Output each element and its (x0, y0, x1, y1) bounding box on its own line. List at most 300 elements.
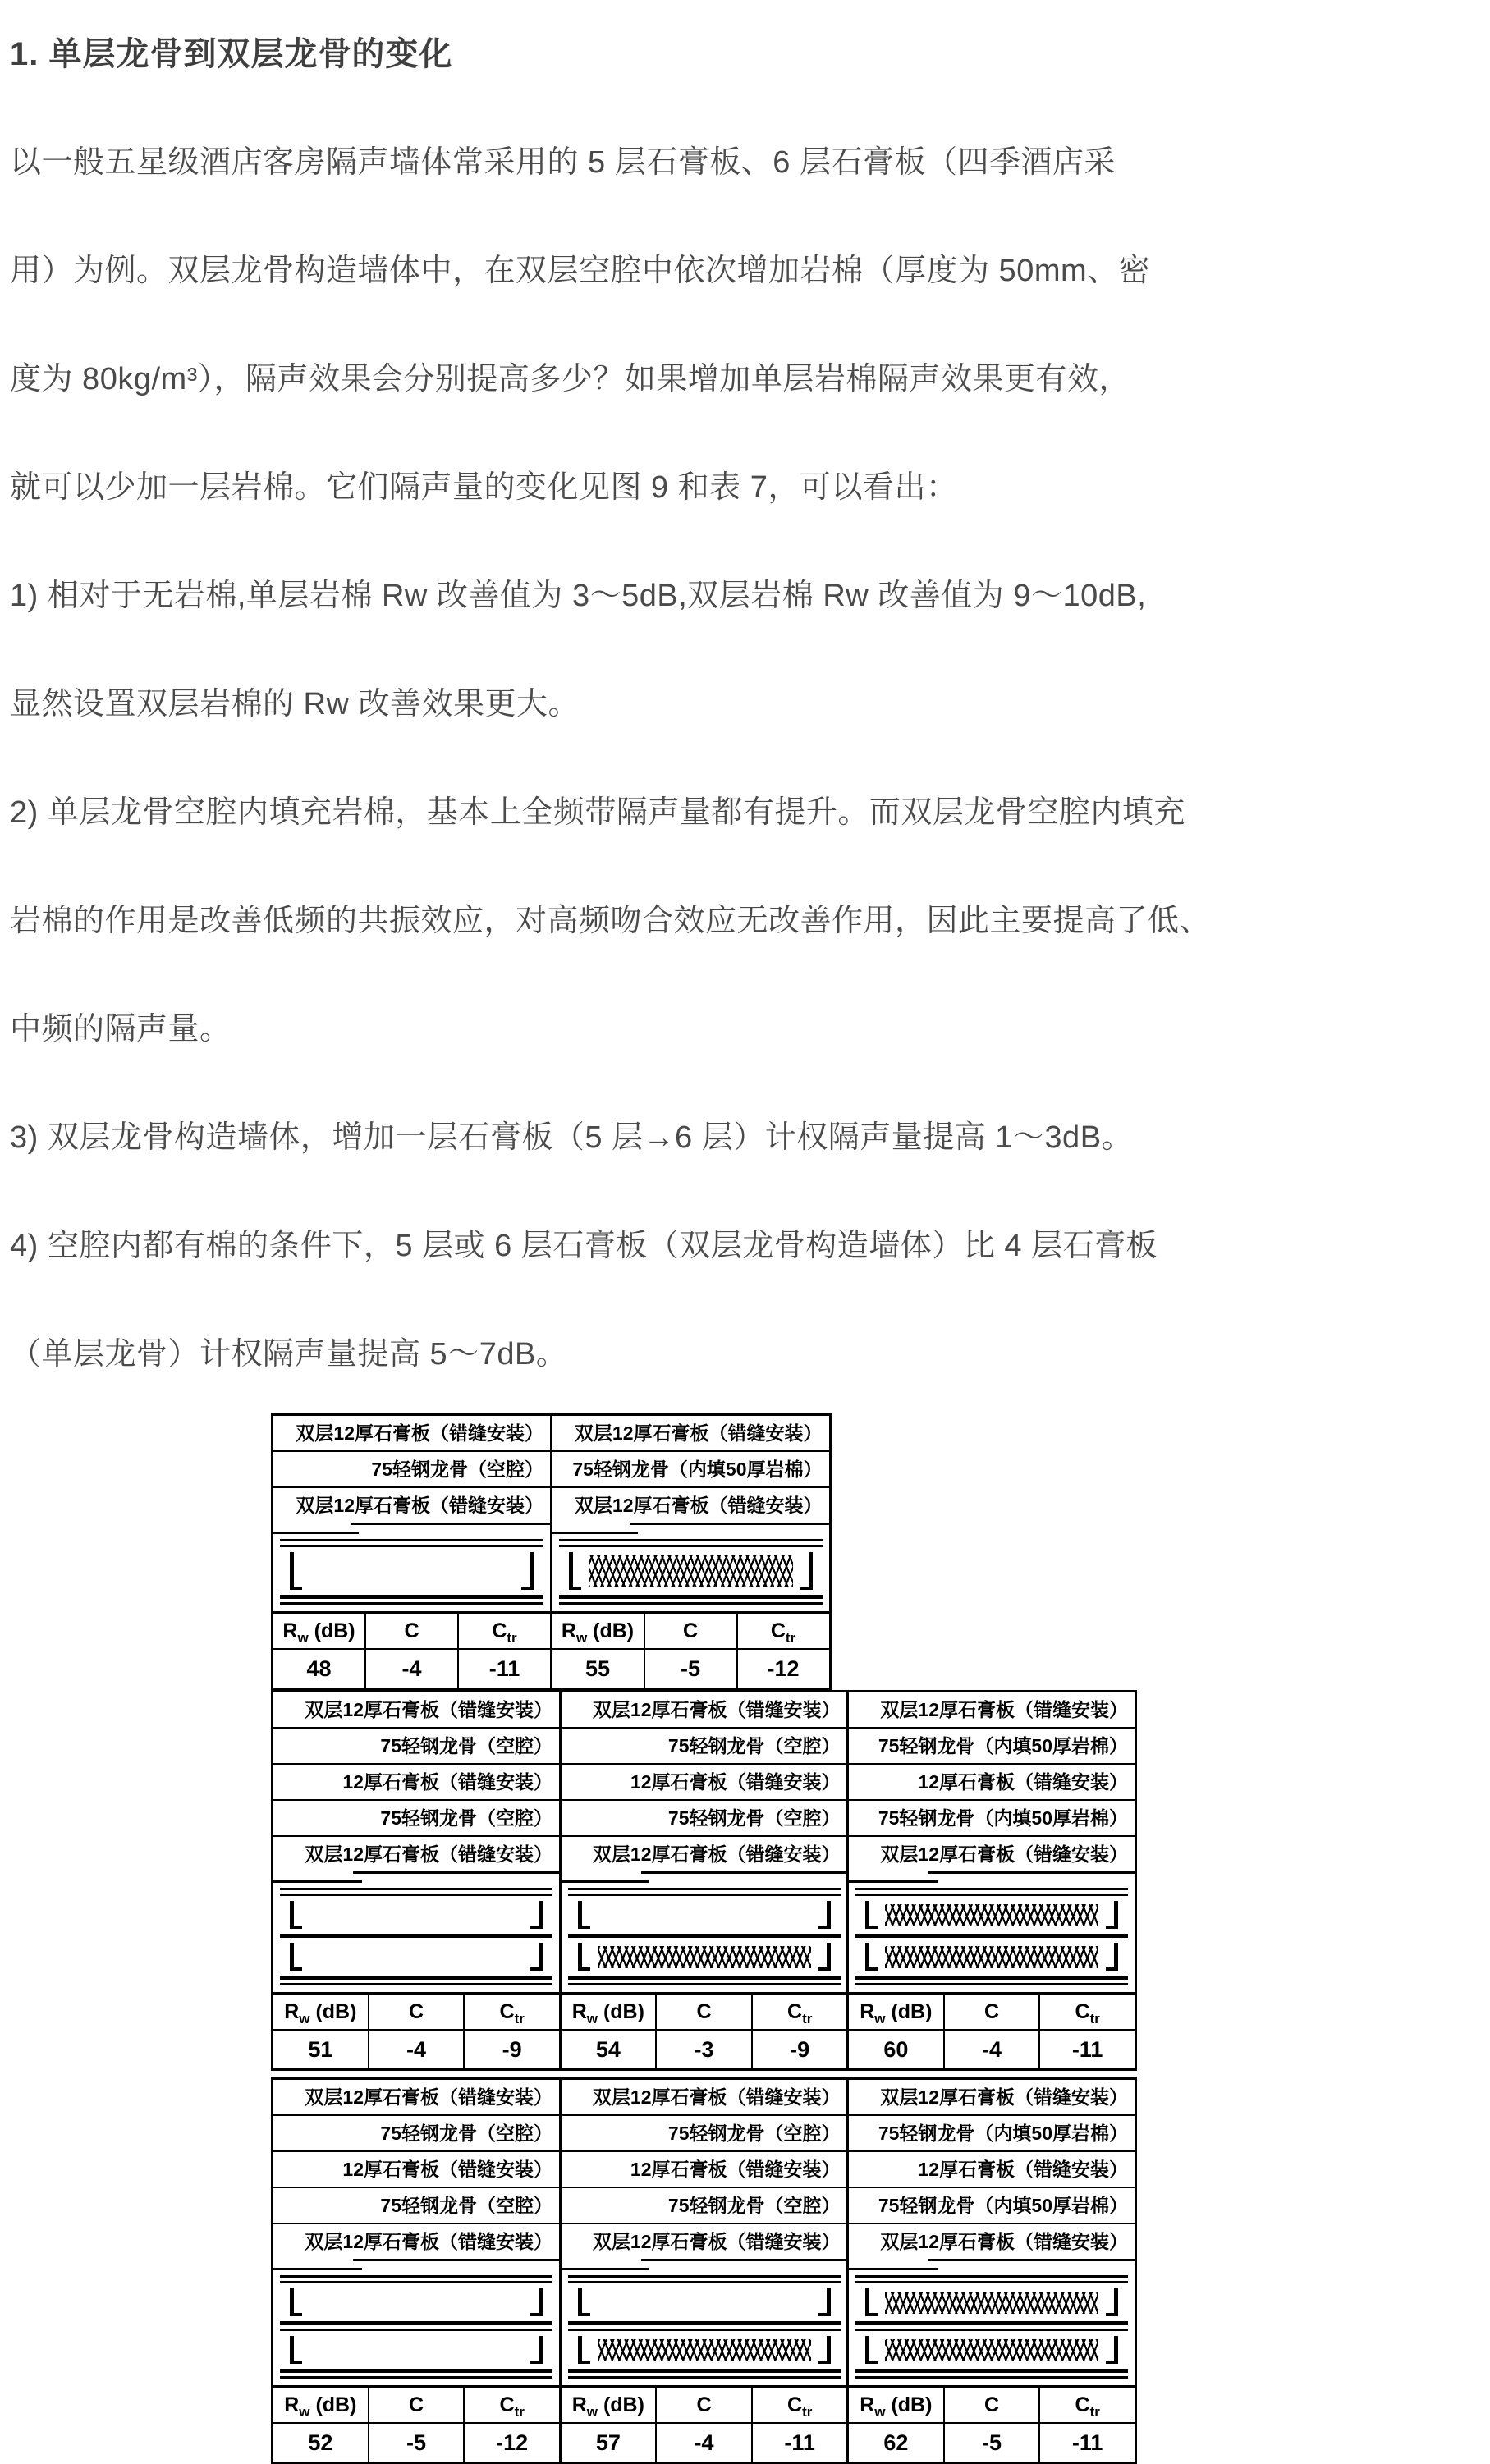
header-subscript: tr (514, 2011, 525, 2027)
layer-label: 12厚石膏板（错缝安装） (273, 1765, 559, 1801)
stud-cavity (857, 1941, 1126, 1972)
gypsum-layer (568, 2275, 841, 2278)
paragraph-line: 显然设置双层岩棉的 Rw 改善效果更大。 (10, 687, 580, 721)
wall-panel (846, 2077, 1137, 2464)
wall-cross-section (273, 2270, 559, 2385)
gypsum-layer (855, 1976, 1128, 1980)
page-title: 1. 单层龙骨到双层龙骨的变化 (10, 36, 453, 72)
gypsum-layer (855, 2275, 1128, 2278)
header-subscript: w (299, 2404, 310, 2420)
table-value-row (849, 2031, 1135, 2068)
steel-stud (827, 2288, 831, 2316)
layer-label: 12厚石膏板（错缝安装） (849, 1765, 1135, 1801)
gypsum-layer (855, 2376, 1128, 2379)
col-header-ctr (751, 1995, 847, 2031)
wall-panel (550, 1413, 832, 1690)
header-text: C (1075, 2000, 1090, 2023)
steel-stud (569, 1552, 573, 1590)
header-subscript: tr (802, 2011, 813, 2027)
steel-stud (1114, 2288, 1118, 2316)
header-text: (dB) (309, 2393, 357, 2416)
layer-label: 双层12厚石膏板（错缝安装） (296, 1495, 543, 1516)
paragraph-line: 1) 相对于无岩棉,单层岩棉 Rw 改善值为 3～5dB,双层岩棉 Rw 改善值为 9～10dB, (10, 579, 1147, 613)
col-header-c (644, 1614, 736, 1650)
gypsum-layer (568, 1888, 841, 1890)
steel-stud (578, 2336, 582, 2364)
rw-value: 54 (595, 2037, 621, 2062)
leader-line-low (849, 2268, 938, 2270)
gypsum-layer (855, 2321, 1128, 2325)
acoustic-table (273, 1611, 550, 1688)
header-subscript: w (874, 2011, 886, 2027)
steel-stud (1114, 2336, 1118, 2364)
header-text: C (492, 1619, 507, 1642)
c-value: -4 (655, 2424, 751, 2462)
gypsum-layer (855, 1888, 1128, 1890)
steel-stud (578, 2288, 582, 2316)
paragraph-line: 4) 空腔内都有棉的条件下，5 层或 6 层石膏板（双层龙骨构造墙体）比 4 层石膏板 (10, 1229, 1158, 1263)
table-value-row (273, 2031, 559, 2068)
gypsum-layer (280, 2275, 552, 2278)
gypsum-layer (568, 2376, 841, 2379)
stud-cavity (282, 2334, 551, 2366)
gypsum-layer (280, 1934, 552, 1938)
leader-step-line (552, 1523, 829, 1534)
stud-cavity (282, 1941, 551, 1972)
header-text: C (408, 2000, 424, 2023)
layer-label: 双层12厚石膏板（错缝安装） (849, 2080, 1135, 2116)
steel-stud (290, 1552, 294, 1590)
header-subscript: tr (802, 2404, 813, 2420)
table-header-row (849, 2388, 1135, 2424)
leader-line-high (928, 2259, 1135, 2261)
header-text: R (571, 2000, 587, 2023)
paragraph-line: （单层龙骨）计权隔声量提高 5～7dB。 (10, 1337, 568, 1372)
leader-line-high (641, 2259, 847, 2261)
ctr-value: -9 (751, 2031, 847, 2068)
header-text: R (284, 2000, 300, 2023)
ctr-value: -9 (463, 2031, 559, 2068)
col-header-rw (273, 1614, 364, 1650)
wall-cross-section (273, 1883, 559, 1992)
header-text: C (408, 2393, 424, 2416)
acoustic-table (562, 1992, 847, 2068)
layer-label: 双层12厚石膏板（错缝安装） (273, 1416, 550, 1452)
ctr-value: -11 (1038, 2031, 1135, 2068)
col-header-c (655, 2388, 751, 2424)
leader-step-line (273, 1871, 559, 1883)
wall-cross-section (562, 1883, 847, 1992)
header-text: R (571, 2393, 587, 2416)
stud-cavity (282, 1550, 542, 1592)
table-value-row (552, 1650, 829, 1688)
rockwool-hatch (885, 2292, 1098, 2314)
rw-value: 60 (883, 2037, 909, 2062)
stud-cavity (857, 2334, 1126, 2366)
gypsum-layer (280, 2281, 552, 2283)
header-text: R (860, 2000, 875, 2023)
c-value: -5 (368, 2424, 464, 2462)
gypsum-layer (568, 1983, 841, 1985)
wall-cross-section (552, 1534, 829, 1611)
ctr-value: -11 (457, 1650, 550, 1688)
c-value: -4 (364, 1650, 457, 1688)
layer-label: 75轻钢龙骨（内填50厚岩棉） (849, 1801, 1135, 1837)
steel-stud (290, 2288, 294, 2316)
steel-stud (578, 1943, 582, 1971)
steel-stud (1114, 1943, 1118, 1971)
rockwool-hatch (885, 2339, 1098, 2361)
figure-row (271, 1413, 1457, 1690)
col-header-c (368, 2388, 464, 2424)
layer-label: 75轻钢龙骨（内填50厚岩棉） (849, 1729, 1135, 1765)
layer-label: 双层12厚石膏板（错缝安装） (880, 2231, 1128, 2252)
header-text: C (787, 2000, 803, 2023)
header-text: (dB) (587, 1619, 635, 1642)
header-text: C (1075, 2393, 1090, 2416)
layer-label: 75轻钢龙骨（空腔） (273, 1452, 550, 1488)
gypsum-layer (568, 2329, 841, 2331)
ctr-value: -11 (751, 2424, 847, 2462)
steel-stud (539, 1943, 543, 1971)
steel-stud (530, 1552, 534, 1590)
leader-line-low (552, 1532, 638, 1534)
paragraph-line: 度为 80kg/m³），隔声效果会分别提高多少？如果增加单层岩棉隔声效果更有效， (10, 362, 1130, 396)
wall-cross-section (562, 2270, 847, 2385)
leader-line-high (641, 1871, 847, 1874)
layer-label: 75轻钢龙骨（空腔） (273, 2116, 559, 2152)
stud-cavity (561, 1550, 821, 1592)
col-header-ctr (736, 1614, 829, 1650)
figure-row (271, 1690, 1457, 2071)
gypsum-layer (568, 1976, 841, 1980)
header-text: R (282, 1619, 298, 1642)
wall-cross-section (849, 1883, 1135, 1992)
c-value: -4 (368, 2031, 464, 2068)
steel-stud (290, 1943, 294, 1971)
stud-cavity (282, 1899, 551, 1930)
layer-label: 双层12厚石膏板（错缝安装） (273, 2080, 559, 2116)
rw-value: 57 (595, 2430, 621, 2455)
paragraph-line: 3) 双层龙骨构造墙体，增加一层石膏板（5 层→6 层）计权隔声量提高 1～3dB。 (10, 1120, 1134, 1155)
header-subscript: w (586, 2011, 598, 2027)
steel-stud (865, 2336, 869, 2364)
stud-cavity (282, 2287, 551, 2318)
c-value: -4 (943, 2031, 1039, 2068)
stud-cavity (570, 2334, 839, 2366)
gypsum-layer (280, 2321, 552, 2325)
steel-stud (290, 2336, 294, 2364)
gypsum-layer (280, 2369, 552, 2373)
header-subscript: tr (785, 1630, 796, 1646)
gypsum-layer (280, 1983, 552, 1985)
steel-stud (539, 2288, 543, 2316)
c-value: -5 (644, 1650, 736, 1688)
layer-label: 双层12厚石膏板（错缝安装） (273, 1692, 559, 1729)
header-subscript: tr (1089, 2404, 1100, 2420)
layer-label: 双层12厚石膏板（错缝安装） (305, 1843, 552, 1865)
paragraph-line: 用）为例。双层龙骨构造墙体中，在双层空腔中依次增加岩棉（厚度为 50mm、密 (10, 254, 1151, 288)
gypsum-layer (855, 2281, 1128, 2283)
col-header-rw (849, 2388, 943, 2424)
header-text: (dB) (309, 2000, 357, 2023)
leader-step-line (273, 1523, 550, 1534)
header-text: (dB) (308, 1619, 355, 1642)
rw-value: 48 (306, 1656, 332, 1681)
header-subscript: w (299, 2011, 310, 2027)
rockwool-hatch (589, 1555, 793, 1587)
paragraph-line: 就可以少加一层岩棉。它们隔声量的变化见图 9 和表 7，可以看出： (10, 470, 958, 505)
wall-panel (271, 2077, 562, 2464)
gypsum-layer (280, 1545, 543, 1547)
acoustic-table (273, 2385, 559, 2462)
figure-row (271, 2077, 1457, 2464)
col-header-rw (849, 1995, 943, 2031)
layer-label: 双层12厚石膏板（错缝安装） (305, 2231, 552, 2252)
steel-stud (827, 1901, 831, 1929)
wall-cross-section (849, 2270, 1135, 2385)
ctr-value: -12 (736, 1650, 829, 1688)
c-value: -3 (655, 2031, 751, 2068)
acoustic-table (273, 1992, 559, 2068)
steel-stud (865, 2288, 869, 2316)
leader-line-low (849, 1880, 938, 1883)
wall-panel (271, 1690, 562, 2071)
gypsum-layer (280, 1888, 552, 1890)
leader-line-low (562, 1880, 650, 1883)
gypsum-layer (568, 2281, 841, 2283)
gypsum-layer (855, 2369, 1128, 2373)
layer-label: 双层12厚石膏板（错缝安装） (592, 1843, 841, 1865)
c-value: -5 (943, 2424, 1039, 2462)
leader-step-line (562, 1871, 847, 1883)
table-header-row (552, 1614, 829, 1650)
layer-label: 双层12厚石膏板（错缝安装） (562, 2080, 847, 2116)
steel-stud (539, 2336, 543, 2364)
table-value-row (562, 2031, 847, 2068)
header-text: C (787, 2393, 803, 2416)
col-header-ctr (463, 2388, 559, 2424)
layer-label: 12厚石膏板（错缝安装） (562, 2152, 847, 2188)
leader-line-low (273, 1880, 362, 1883)
header-text: (dB) (598, 2000, 644, 2023)
gypsum-layer (280, 1539, 543, 1541)
col-header-rw (273, 1995, 368, 2031)
paragraph-line: 以一般五星级酒店客房隔声墙体常采用的 5 层石膏板、6 层石膏板（四季酒店采 (10, 145, 1116, 180)
header-text: C (696, 2393, 712, 2416)
header-text: C (499, 2000, 515, 2023)
ctr-value: -11 (1038, 2424, 1135, 2462)
stud-cavity (570, 1899, 839, 1930)
paragraph-line: 岩棉的作用是改善低频的共振效应，对高频吻合效应无改善作用，因此主要提高了低、 (10, 904, 1212, 938)
stud-cavity (857, 2287, 1126, 2318)
acoustic-table (849, 2385, 1135, 2462)
layer-label: 双层12厚石膏板（错缝安装） (880, 1843, 1128, 1865)
table-value-row (562, 2424, 847, 2462)
header-text: C (499, 2393, 515, 2416)
col-header-c (368, 1995, 464, 2031)
layer-label: 双层12厚石膏板（错缝安装） (592, 2231, 841, 2252)
header-text: R (284, 2393, 300, 2416)
leader-line-high (928, 1871, 1135, 1874)
gypsum-layer (280, 1976, 552, 1980)
table-header-row (562, 1995, 847, 2031)
layer-label: 75轻钢龙骨（空腔） (562, 2188, 847, 2224)
layer-label: 75轻钢龙骨（内填50厚岩棉） (849, 2188, 1135, 2224)
wall-panel (846, 1690, 1137, 2071)
paragraph-line: 中频的隔声量。 (10, 1012, 232, 1047)
col-header-rw (552, 1614, 644, 1650)
table-header-row (273, 2388, 559, 2424)
leader-line-high (630, 1523, 829, 1525)
col-header-rw (273, 2388, 368, 2424)
rockwool-hatch (598, 1946, 811, 1968)
gypsum-layer (855, 2329, 1128, 2331)
steel-stud (539, 1901, 543, 1929)
layer-label: 75轻钢龙骨（空腔） (273, 2188, 559, 2224)
rw-value: 52 (308, 2430, 333, 2455)
layer-label: 12厚石膏板（错缝安装） (273, 2152, 559, 2188)
col-header-ctr (751, 2388, 847, 2424)
leader-line-high (353, 1871, 559, 1874)
gypsum-layer (280, 1602, 543, 1605)
col-header-ctr (1038, 2388, 1135, 2424)
header-text: C (983, 2000, 1000, 2023)
table-value-row (273, 2424, 559, 2462)
steel-stud (1114, 1901, 1118, 1929)
leader-line-high (353, 2259, 559, 2261)
ctr-value: -12 (463, 2424, 559, 2462)
table-header-row (849, 1995, 1135, 2031)
layer-label: 75轻钢龙骨（空腔） (273, 1801, 559, 1837)
header-text: (dB) (885, 2000, 933, 2023)
col-header-ctr (457, 1614, 550, 1650)
steel-stud (290, 1901, 294, 1929)
layer-label: 75轻钢龙骨（内填50厚岩棉） (552, 1452, 829, 1488)
leader-line-low (562, 2268, 650, 2270)
table-header-row (273, 1614, 550, 1650)
rw-value: 62 (883, 2430, 909, 2455)
col-header-ctr (1038, 1995, 1135, 2031)
steel-stud (578, 1901, 582, 1929)
gypsum-layer (280, 2376, 552, 2379)
layer-label: 75轻钢龙骨（空腔） (273, 1729, 559, 1765)
layer-label: 75轻钢龙骨（空腔） (562, 1801, 847, 1837)
col-header-c (943, 1995, 1039, 2031)
wall-panel (559, 1690, 850, 2071)
leader-line-high (351, 1523, 550, 1525)
gypsum-layer (559, 1545, 823, 1547)
rw-value: 51 (308, 2037, 333, 2062)
gypsum-layer (280, 2329, 552, 2331)
gypsum-layer (855, 1894, 1128, 1896)
layer-label: 12厚石膏板（错缝安装） (849, 2152, 1135, 2188)
wall-panel (559, 2077, 850, 2464)
gypsum-layer (280, 1894, 552, 1896)
rw-value: 55 (585, 1656, 611, 1681)
leader-line-low (273, 2268, 362, 2270)
steel-stud (865, 1901, 869, 1929)
layer-label: 双层12厚石膏板（错缝安装） (849, 1692, 1135, 1729)
layer-label: 双层12厚石膏板（错缝安装） (562, 1692, 847, 1729)
layer-label: 双层12厚石膏板（错缝安装） (552, 1416, 829, 1452)
steel-stud (865, 1943, 869, 1971)
layer-label: 75轻钢龙骨（空腔） (562, 1729, 847, 1765)
col-header-rw (562, 2388, 656, 2424)
header-text: (dB) (598, 2393, 644, 2416)
layer-label: 75轻钢龙骨（空腔） (562, 2116, 847, 2152)
layer-label: 75轻钢龙骨（内填50厚岩棉） (849, 2116, 1135, 2152)
header-text: C (770, 1619, 786, 1642)
gypsum-layer (280, 1595, 543, 1599)
figure-table7 (271, 1413, 1457, 2464)
col-header-c (655, 1995, 751, 2031)
col-header-c (943, 2388, 1039, 2424)
leader-step-line (562, 2259, 847, 2270)
steel-stud (827, 2336, 831, 2364)
wall-panel (271, 1413, 552, 1690)
header-subscript: w (874, 2404, 886, 2420)
header-text: C (696, 2000, 712, 2023)
gypsum-layer (559, 1602, 823, 1605)
header-text: (dB) (885, 2393, 933, 2416)
col-header-rw (562, 1995, 656, 2031)
layer-label: 12厚石膏板（错缝安装） (562, 1765, 847, 1801)
wall-cross-section (273, 1534, 550, 1611)
acoustic-table (562, 2385, 847, 2462)
gypsum-layer (559, 1595, 823, 1599)
rockwool-hatch (885, 1904, 1098, 1926)
gypsum-layer (855, 1983, 1128, 1985)
acoustic-table (552, 1611, 829, 1688)
header-subscript: tr (1089, 2011, 1100, 2027)
header-text: R (860, 2393, 875, 2416)
table-value-row (273, 1650, 550, 1688)
gypsum-layer (855, 1934, 1128, 1938)
header-subscript: w (297, 1630, 309, 1646)
header-subscript: w (586, 2404, 598, 2420)
header-subscript: tr (507, 1630, 517, 1646)
header-text: C (404, 1619, 419, 1642)
gypsum-layer (568, 2369, 841, 2373)
leader-step-line (273, 2259, 559, 2270)
gypsum-layer (568, 1934, 841, 1938)
header-text: R (561, 1619, 576, 1642)
rockwool-hatch (885, 1946, 1098, 1968)
stud-cavity (857, 1899, 1126, 1930)
rockwool-hatch (598, 2339, 811, 2361)
leader-step-line (849, 1871, 1135, 1883)
header-text: C (682, 1619, 699, 1642)
col-header-ctr (463, 1995, 559, 2031)
header-text: C (983, 2393, 1000, 2416)
header-subscript: w (575, 1630, 588, 1646)
steel-stud (809, 1552, 813, 1590)
table-value-row (849, 2424, 1135, 2462)
steel-stud (827, 1943, 831, 1971)
gypsum-layer (568, 1894, 841, 1896)
leader-step-line (849, 2259, 1135, 2270)
table-header-row (273, 1995, 559, 2031)
paragraph-line: 2) 单层龙骨空腔内填充岩棉，基本上全频带隔声量都有提升。而双层龙骨空腔内填充 (10, 795, 1185, 830)
header-subscript: tr (514, 2404, 525, 2420)
leader-line-low (273, 1532, 359, 1534)
gypsum-layer (568, 2321, 841, 2325)
gypsum-layer (559, 1539, 823, 1541)
stud-cavity (570, 1941, 839, 1972)
acoustic-table (849, 1992, 1135, 2068)
layer-label: 双层12厚石膏板（错缝安装） (574, 1495, 823, 1516)
